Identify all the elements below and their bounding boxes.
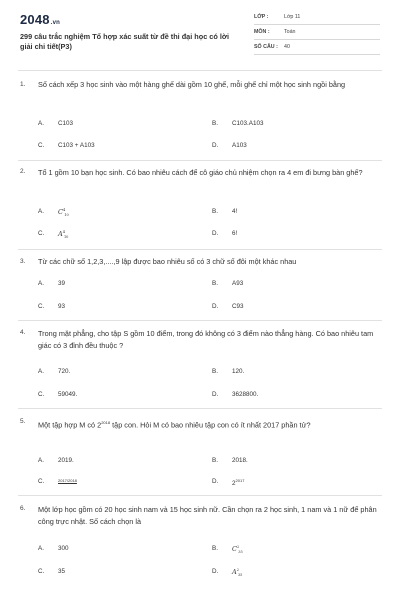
divider (18, 320, 382, 321)
option-letter: D. (212, 303, 219, 310)
option-subscript: 35 (237, 573, 243, 577)
meta-row-subject (254, 27, 380, 40)
option-letter: A. (38, 368, 44, 375)
question-text: Tổ 1 gồm 10 bạn học sinh. Có bao nhiêu cách để cô giáo chủ nhiệm chọn ra 4 em đi bưng bàn ghế? (38, 168, 363, 177)
question-1 (20, 81, 382, 153)
arrangement-symbol (232, 568, 242, 577)
question-2 (20, 168, 382, 240)
question-3 (20, 258, 382, 318)
option-value: 3628800. (232, 391, 259, 398)
option-value: 35 (58, 568, 66, 575)
option-value: 120. (232, 368, 245, 375)
exponent: 2018 (101, 420, 111, 425)
option-value: A (58, 230, 63, 238)
option-letter: D. (212, 142, 219, 149)
option-superscript: 2017 (235, 478, 245, 483)
divider (18, 70, 382, 71)
option-value: 2018. (232, 457, 248, 464)
option-value: C93 (232, 303, 244, 310)
combination-symbol (58, 208, 69, 217)
divider (18, 495, 382, 496)
question-number: 6. (20, 505, 26, 512)
question-number: 3. (20, 258, 26, 265)
meta-value: 40 (284, 44, 290, 50)
divider (18, 249, 382, 250)
option-letter: B. (212, 280, 218, 287)
option-letter: B. (212, 208, 218, 215)
option-letter: C. (38, 478, 45, 485)
option-value: 2017/2018 (58, 478, 77, 483)
document-title: 299 câu trắc nghiệm Tổ hợp xác suất từ đề thi đại học có lời giải chi tiết(P3) (20, 32, 230, 51)
option-letter: A. (38, 120, 44, 127)
divider (18, 408, 382, 409)
option-value: 59049. (58, 391, 78, 398)
question-text (38, 417, 380, 431)
option-value: 39 (58, 280, 66, 287)
option-letter: C. (38, 230, 45, 237)
option-value: C103 + A103 (58, 142, 95, 149)
question-6 (20, 505, 382, 585)
logo-text: 2048 (20, 12, 50, 27)
option-superscript: 4 (62, 230, 65, 234)
option-letter: B. (212, 120, 218, 127)
option-letter: D. (212, 478, 219, 485)
option-letter: A. (38, 280, 44, 287)
meta-label: MÔN : (254, 29, 270, 35)
meta-value: Lớp 11 (284, 14, 301, 20)
question-number: 2. (20, 168, 26, 175)
option-value: 4! (232, 208, 238, 215)
option-letter: B. (212, 368, 218, 375)
option-value: C (58, 208, 63, 216)
option-value: 2019. (58, 457, 74, 464)
option-subscript: 10 (63, 235, 69, 239)
option-letter: C. (38, 391, 45, 398)
option-letter: A. (38, 457, 44, 464)
option-value: A93 (232, 280, 244, 287)
meta-row-count (254, 42, 380, 55)
option-letter: D. (212, 391, 219, 398)
option-value: A (232, 568, 237, 576)
question-4 (20, 329, 382, 401)
option-superscript: 2 (236, 545, 240, 549)
question-text-part: Một tập hợp M có 2 (38, 420, 102, 430)
option-letter: B. (212, 457, 218, 464)
option-letter: D. (212, 230, 219, 237)
option-subscript: 35 (238, 550, 243, 554)
question-text: Một lớp học gồm có 20 học sinh nam và 15 học sinh nữ. Cần chọn ra 2 học sinh, 1 nam và 1 nữ để phân công trực nhật. Số cách chọn là (38, 505, 377, 526)
option-letter: C. (38, 142, 45, 149)
question-number: 5. (20, 418, 26, 425)
option-letter: C. (38, 568, 45, 575)
divider (18, 160, 382, 161)
combination-symbol (232, 545, 243, 554)
meta-value: Toán (284, 29, 296, 35)
meta-label: LỚP : (254, 14, 269, 20)
option-letter: C. (38, 303, 45, 310)
option-value: 720. (58, 368, 71, 375)
option-superscript: 4 (62, 208, 66, 212)
question-text: Từ các chữ số 1,2,3,....,9 lập được bao nhiêu số có 3 chữ số đôi một khác nhau (38, 257, 297, 266)
site-logo[interactable] (20, 12, 60, 27)
meta-label: SỐ CÂU : (254, 44, 278, 50)
document-header (0, 0, 400, 70)
question-number: 1. (20, 81, 26, 88)
option-value: 6! (232, 230, 238, 237)
option-letter: A. (38, 545, 44, 552)
option-value: A103 (232, 142, 247, 149)
option-letter: B. (212, 545, 218, 552)
question-text: Số cách xếp 3 học sinh vào một hàng ghế dài gồm 10 ghế, mỗi ghế chỉ một học sinh ngồi bằng (38, 80, 346, 89)
option-value: C103.A103 (232, 120, 264, 127)
option-superscript: 2 (236, 568, 239, 572)
arrangement-symbol (58, 230, 68, 239)
option-letter: A. (38, 208, 44, 215)
question-text: Trong mặt phẳng, cho tập S gồm 10 điểm, trong đó không có 3 điểm nào thẳng hàng. Có bao nhiêu tam giác có 3 đỉnh đều thuộc ? (38, 329, 374, 350)
option-value: 300 (58, 545, 69, 552)
meta-row-class (254, 12, 380, 25)
option-letter: D. (212, 568, 219, 575)
question-number: 4. (20, 329, 26, 336)
option-value: C (232, 545, 237, 553)
logo-suffix: .vn (50, 20, 61, 26)
option-value: 2 (232, 480, 236, 488)
option-value: C103 (58, 120, 74, 127)
option-value: 93 (58, 303, 66, 310)
option-subscript: 10 (64, 213, 69, 217)
question-5 (20, 418, 382, 490)
question-text-part: tập con. Hỏi M có bao nhiêu tập con có ít nhất 2017 phần tử? (110, 420, 311, 430)
